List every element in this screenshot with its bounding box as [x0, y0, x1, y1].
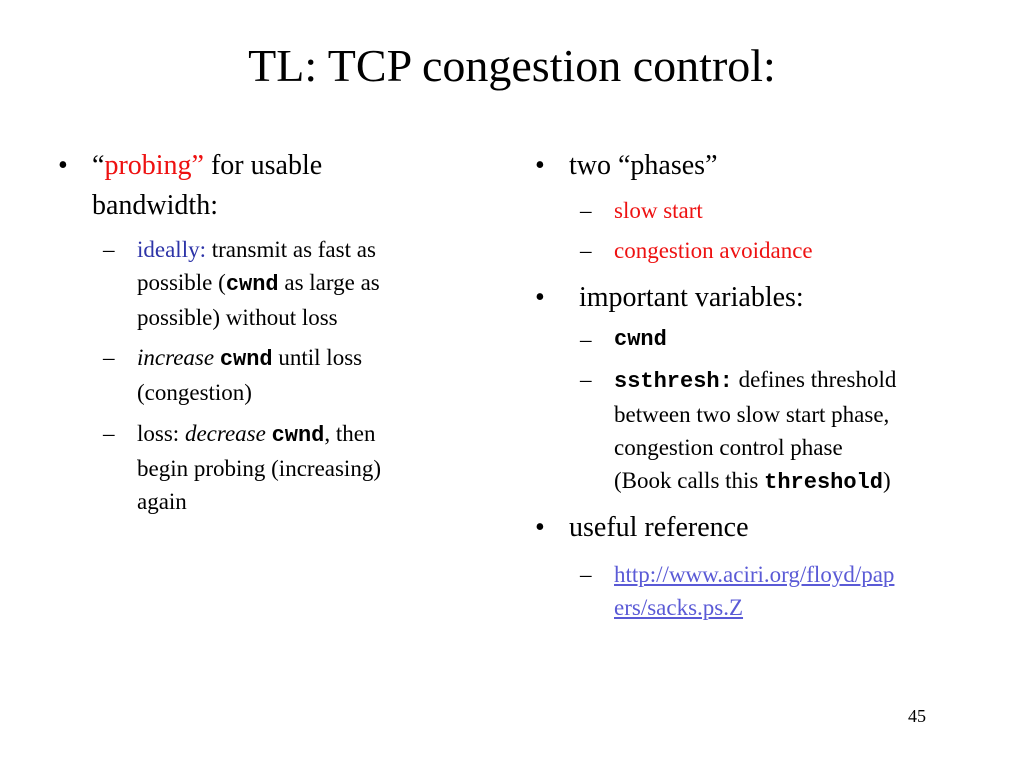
sub-reference-link: [580, 558, 1000, 624]
ssthresh-t1b: defines threshold: [732, 367, 897, 392]
ideally-t1: transmit as fast as: [205, 237, 376, 262]
ssthresh-t2: between two slow start phase,: [614, 402, 890, 427]
loss-t3: again: [137, 489, 187, 514]
cwnd-code: cwnd: [614, 327, 667, 352]
bullet-icon: •: [535, 282, 545, 313]
reference-link-line2[interactable]: ers/sacks.ps.Z: [614, 595, 744, 620]
sub-increase: [103, 341, 463, 409]
decrease-label: decrease: [184, 421, 266, 446]
sub-loss-text: [103, 417, 463, 518]
probing-rest: for usable: [203, 150, 323, 181]
loss-t1b: , then: [324, 421, 376, 446]
reference-link[interactable]: [614, 562, 894, 620]
dash-icon: –: [103, 345, 115, 370]
dash-icon: –: [580, 367, 592, 392]
bullet-icon: •: [535, 512, 545, 543]
loss-t2: begin probing (increasing): [137, 456, 381, 481]
slow-start-text: slow start: [614, 198, 703, 223]
ssthresh-t4a: (Book calls this: [614, 468, 765, 493]
increase-code: cwnd: [219, 347, 273, 372]
increase-t2: (congestion): [137, 380, 252, 405]
slide-title: TL: TCP congestion control:: [248, 40, 776, 91]
loss-t1a: loss:: [137, 421, 185, 446]
dash-icon: –: [103, 237, 115, 262]
sub-increase-text: [103, 341, 463, 409]
dash-icon: –: [580, 198, 592, 223]
ssthresh-text: [580, 363, 1000, 499]
page-number: 45: [908, 706, 926, 726]
sub-ideally: [103, 233, 463, 334]
ideally-t3: possible) without loss: [137, 305, 338, 330]
increase-t1b: until loss: [272, 345, 363, 370]
bullet-variables: [535, 278, 995, 318]
dash-icon: –: [103, 421, 115, 446]
bullet-phases: [535, 146, 995, 186]
phases-text: two “phases”: [569, 150, 718, 181]
sub-slow-start: [580, 194, 980, 227]
sub-loss: [103, 417, 463, 518]
sub-ssthresh: [580, 363, 1000, 499]
ssthresh-code: ssthresh:: [614, 369, 733, 394]
bullet-reference: [535, 508, 995, 548]
sub-cwnd: [580, 323, 980, 356]
dash-icon: –: [580, 238, 592, 263]
dash-icon: –: [580, 327, 592, 352]
ideally-label: ideally:: [137, 237, 206, 262]
reference-text: useful reference: [569, 512, 749, 543]
variables-text: important variables:: [579, 282, 804, 313]
dash-icon: –: [580, 562, 592, 587]
loss-code: cwnd: [271, 423, 325, 448]
reference-link-line1[interactable]: http://www.aciri.org/floyd/pap: [614, 562, 895, 587]
sub-ideally-text: [103, 233, 463, 334]
probing-word: probing”: [104, 150, 204, 181]
bullet-probing-text: [58, 146, 458, 226]
ssthresh-t3: congestion control phase: [614, 435, 843, 460]
increase-label: increase: [137, 345, 215, 370]
bullet-icon: •: [58, 150, 68, 181]
ideally-code: cwnd: [225, 272, 279, 297]
threshold-code: threshold: [764, 470, 883, 495]
bullet-icon: •: [535, 150, 545, 181]
probing-line2: bandwidth:: [92, 190, 218, 221]
congestion-avoidance-text: congestion avoidance: [614, 238, 813, 263]
ssthresh-t4b: ): [882, 468, 891, 493]
sub-congestion-avoidance: [580, 234, 980, 267]
ideally-t2a: possible (: [137, 270, 226, 295]
probing-open-quote: “: [92, 150, 105, 181]
bullet-probing: [58, 146, 458, 226]
ideally-t2b: as large as: [278, 270, 380, 295]
